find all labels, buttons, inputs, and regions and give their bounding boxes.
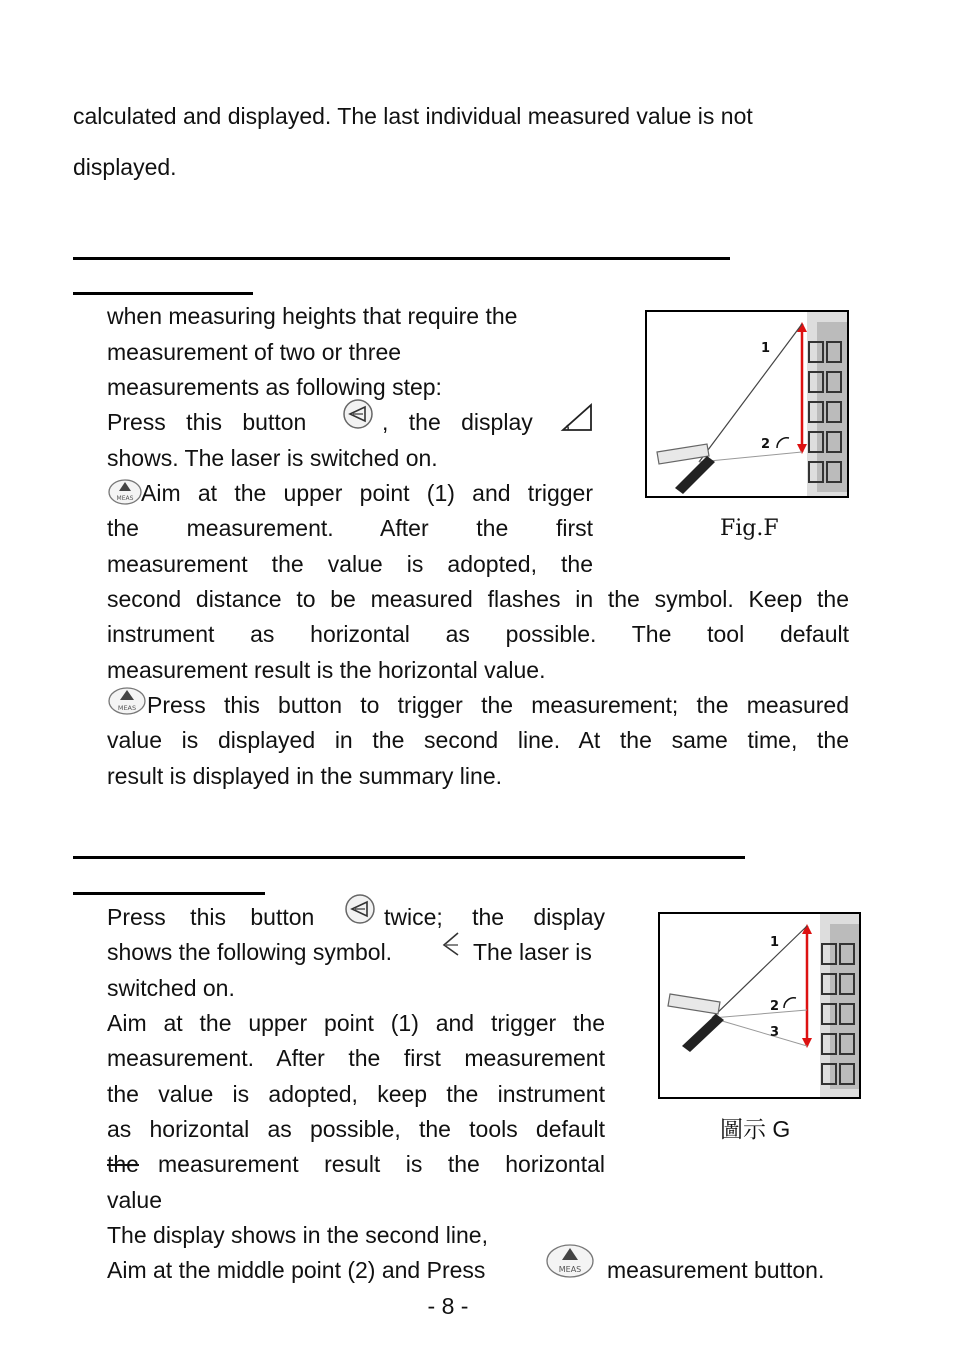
page-number: - 8 - bbox=[427, 1293, 469, 1319]
figure-g-label-1: 1 bbox=[770, 935, 780, 950]
figure-g bbox=[658, 912, 861, 1099]
section-f-press-text: Press this button bbox=[107, 409, 307, 435]
section-g-aim-line-2: measurement. After the first measurement bbox=[107, 1045, 605, 1071]
meas-icon-label: MEAS bbox=[116, 495, 134, 502]
figure-f bbox=[645, 310, 849, 498]
section-g-rule-short bbox=[73, 892, 265, 895]
section-f-aim-line-6: measurement result is the horizontal value. bbox=[107, 657, 546, 683]
section-g-shows-line bbox=[107, 935, 605, 970]
figure-f-illustration bbox=[647, 312, 847, 496]
figure-g-caption: 圖示 G bbox=[720, 1116, 791, 1142]
section-f-press-line bbox=[107, 405, 593, 440]
figure-g-label-2: 2 bbox=[770, 999, 780, 1014]
section-g-aim-line-6: value bbox=[107, 1187, 162, 1213]
section-g-shows-text: shows the following symbol. bbox=[107, 939, 393, 965]
section-f-meas-line-2: value is displayed in the second line. At the same time, the bbox=[107, 727, 849, 753]
section-f-meas-line-3: result is displayed in the summary line. bbox=[107, 763, 502, 789]
meas-icon-label: MEAS bbox=[558, 1265, 582, 1274]
section-g-rule-long bbox=[73, 856, 745, 859]
right-triangle-icon bbox=[560, 401, 594, 445]
section-f-rule-long bbox=[73, 257, 730, 260]
section-f-aim-line-1 bbox=[107, 476, 593, 511]
section-f-aim-line-2: the measurement. After the first bbox=[107, 515, 593, 541]
intro-line-2: displayed. bbox=[73, 154, 177, 180]
section-f-aim-line-4: second distance to be measured flashes in the symbol. Keep the bbox=[107, 586, 849, 612]
section-f-rule-short bbox=[73, 292, 253, 295]
section-f-aim-line-3: measurement the value is adopted, the bbox=[107, 551, 593, 577]
section-g-strike-word: the bbox=[107, 1151, 139, 1177]
figure-f-label-2: 2 bbox=[761, 437, 771, 452]
section-g-press-text: Press this button bbox=[107, 904, 315, 930]
section-f-line-2: measurement of two or three bbox=[107, 339, 402, 365]
section-f-meas-text-1: Press this button to trigger the measurement; the measured bbox=[147, 692, 849, 718]
section-g-switched: switched on. bbox=[107, 975, 235, 1001]
meas-button-icon bbox=[107, 686, 147, 726]
section-f-aim-text-1: Aim at the upper point (1) and trigger bbox=[141, 480, 593, 506]
section-f-aim-line-5: instrument as horizontal as possible. The tool default bbox=[107, 621, 849, 647]
figure-g-illustration bbox=[660, 914, 859, 1097]
intro-line-1: calculated and displayed. The last individual measured value is not bbox=[73, 103, 753, 129]
figure-f-label-1: 1 bbox=[761, 341, 771, 356]
section-g-laser-text: The laser is bbox=[473, 939, 592, 965]
meas-button-icon bbox=[545, 1243, 595, 1289]
section-g-measurement-button-text: measurement button. bbox=[607, 1257, 825, 1283]
section-g-aim-line-3: the value is adopted, keep the instrument bbox=[107, 1081, 605, 1107]
section-f-shows: shows. The laser is switched on. bbox=[107, 445, 438, 471]
section-g-middle-line bbox=[107, 1253, 849, 1288]
laser-triangle-button-icon bbox=[341, 397, 375, 441]
partial-triangle-icon bbox=[440, 929, 462, 969]
laser-triangle-button-icon bbox=[343, 892, 377, 936]
section-g-aim-text-5: measurement result is the horizontal bbox=[158, 1151, 605, 1177]
section-f-line-3: measurements as following step: bbox=[107, 374, 442, 400]
figure-f-caption: Fig.F bbox=[720, 516, 779, 541]
section-g-aim-line-4: as horizontal as possible, the tools default bbox=[107, 1116, 605, 1142]
section-g-middle-text: Aim at the middle point (2) and Press bbox=[107, 1257, 486, 1283]
section-f-line-1: when measuring heights that require the bbox=[107, 303, 518, 329]
figure-g-label-3: 3 bbox=[770, 1025, 780, 1040]
section-g-aim-line-5 bbox=[107, 1147, 605, 1182]
section-g-aim-line-1: Aim at the upper point (1) and trigger the bbox=[107, 1010, 605, 1036]
section-f-display-text: , the display bbox=[382, 409, 533, 435]
section-g-twice-text: twice; the display bbox=[384, 904, 605, 930]
meas-icon-label: MEAS bbox=[117, 704, 137, 712]
section-g-press-line bbox=[107, 900, 605, 935]
section-f-meas-line-1 bbox=[107, 688, 849, 723]
section-g-second-line: The display shows in the second line, bbox=[107, 1222, 488, 1248]
